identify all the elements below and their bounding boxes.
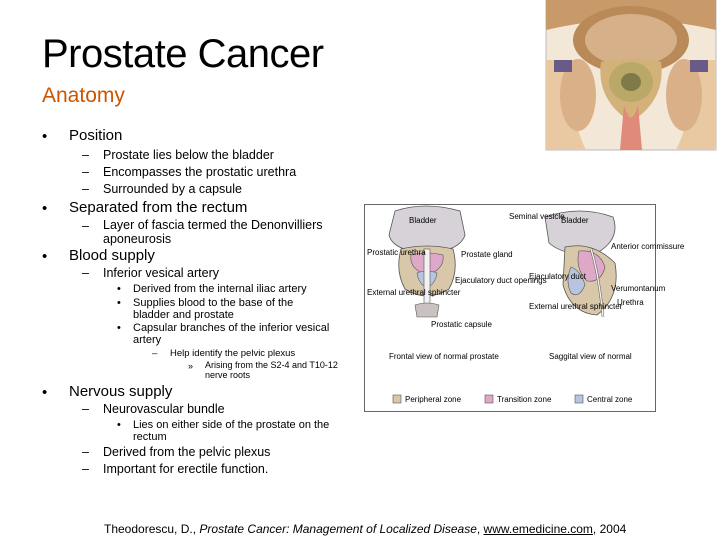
citation-year: , 2004 — [592, 522, 627, 536]
slide-title: Prostate Cancer — [42, 32, 324, 76]
citation-work: Prostate Cancer: Management of Localized Disease — [199, 522, 477, 536]
legend-swatch-peripheral — [393, 395, 401, 403]
raquo-marker: » — [188, 361, 194, 371]
sub-position-3: Surrounded by a capsule — [103, 182, 242, 196]
label-urethra: Urethra — [617, 298, 644, 307]
legend-central: Central zone — [587, 395, 633, 404]
label-anterior-commissure: Anterior commissure — [611, 242, 685, 251]
dash-marker: – — [82, 182, 89, 196]
dash-marker: – — [82, 266, 89, 280]
bullet-position: Position — [69, 127, 123, 144]
blood-item-2: Supplies blood to the base of the bladder and prostate — [133, 297, 294, 322]
citation — [104, 522, 626, 536]
citation-link[interactable]: www.emedicine.com — [483, 522, 593, 536]
legend-swatch-central — [575, 395, 583, 403]
sub-separated: Layer of fascia termed the Denonvilliers aponeurosis — [103, 218, 323, 246]
bullet-marker: • — [42, 384, 48, 401]
label-bladder-right: Bladder — [561, 216, 589, 225]
sub-nervous-3: Important for erectile function. — [103, 462, 269, 476]
bullet-marker: • — [117, 322, 121, 334]
blood-item-3: Capsular branches of the inferior vesical artery — [133, 322, 330, 347]
blood-level5: Arising from the S2-4 and T10-12 nerve roots — [205, 360, 338, 380]
label-verumontanum: Verumontanum — [611, 284, 666, 293]
dash-marker: – — [82, 462, 89, 476]
bullet-marker: • — [117, 297, 121, 309]
bullet-marker: • — [42, 248, 48, 265]
bullet-marker: • — [42, 128, 48, 145]
blood-level4: Help identify the pelvic plexus — [170, 348, 296, 359]
dash-marker: – — [82, 219, 89, 233]
citation-sep: , — [476, 522, 484, 536]
sub-blood: Inferior vesical artery — [103, 266, 220, 280]
nervous-item: Lies on either side of the prostate on the rectum — [133, 419, 330, 444]
caption-frontal: Frontal view of normal prostate — [389, 352, 499, 361]
label-ext-sphincter-right: External urethral sphincter — [529, 302, 623, 311]
slide-subtitle: Anatomy — [42, 84, 125, 107]
sub-position-2: Encompasses the prostatic urethra — [103, 165, 297, 179]
legend-peripheral: Peripheral zone — [405, 395, 462, 404]
dash-marker: – — [82, 165, 89, 179]
label-ext-sphincter-left: External urethral sphincter — [367, 288, 461, 297]
dash-marker: – — [152, 348, 158, 359]
label-seminal-vesicle: Seminal vesicle — [509, 212, 565, 221]
label-ejac-duct-openings: Ejaculatory duct openings — [455, 276, 547, 285]
blood-item-1: Derived from the internal iliac artery — [133, 283, 307, 295]
label-ejac-duct: Ejaculatory duct — [529, 272, 586, 281]
legend-swatch-transition — [485, 395, 493, 403]
prostate-zone-diagram — [364, 204, 685, 412]
bullet-blood: Blood supply — [69, 247, 155, 264]
legend-transition: Transition zone — [497, 395, 552, 404]
citation-author: Theodorescu, D., — [104, 522, 200, 536]
label-prostatic-urethra: Prostatic urethra — [367, 248, 426, 257]
dash-marker: – — [82, 402, 89, 416]
label-prostate-gland: Prostate gland — [461, 250, 513, 259]
bullet-marker: • — [42, 200, 48, 217]
bullet-marker: • — [117, 283, 121, 295]
sub-nervous-2: Derived from the pelvic plexus — [103, 445, 271, 459]
sub-nervous: Neurovascular bundle — [103, 402, 225, 416]
caption-sagittal: Saggital view of normal — [549, 352, 632, 361]
sub-position-1: Prostate lies below the bladder — [103, 148, 274, 162]
dash-marker: – — [82, 148, 89, 162]
label-bladder-left: Bladder — [409, 216, 437, 225]
bullet-marker: • — [117, 419, 121, 431]
bullet-separated: Separated from the rectum — [69, 199, 248, 216]
pelvic-anatomy-image — [546, 0, 716, 150]
bullet-nervous: Nervous supply — [69, 383, 173, 400]
dash-marker: – — [82, 445, 89, 459]
label-prostatic-capsule: Prostatic capsule — [431, 320, 492, 329]
